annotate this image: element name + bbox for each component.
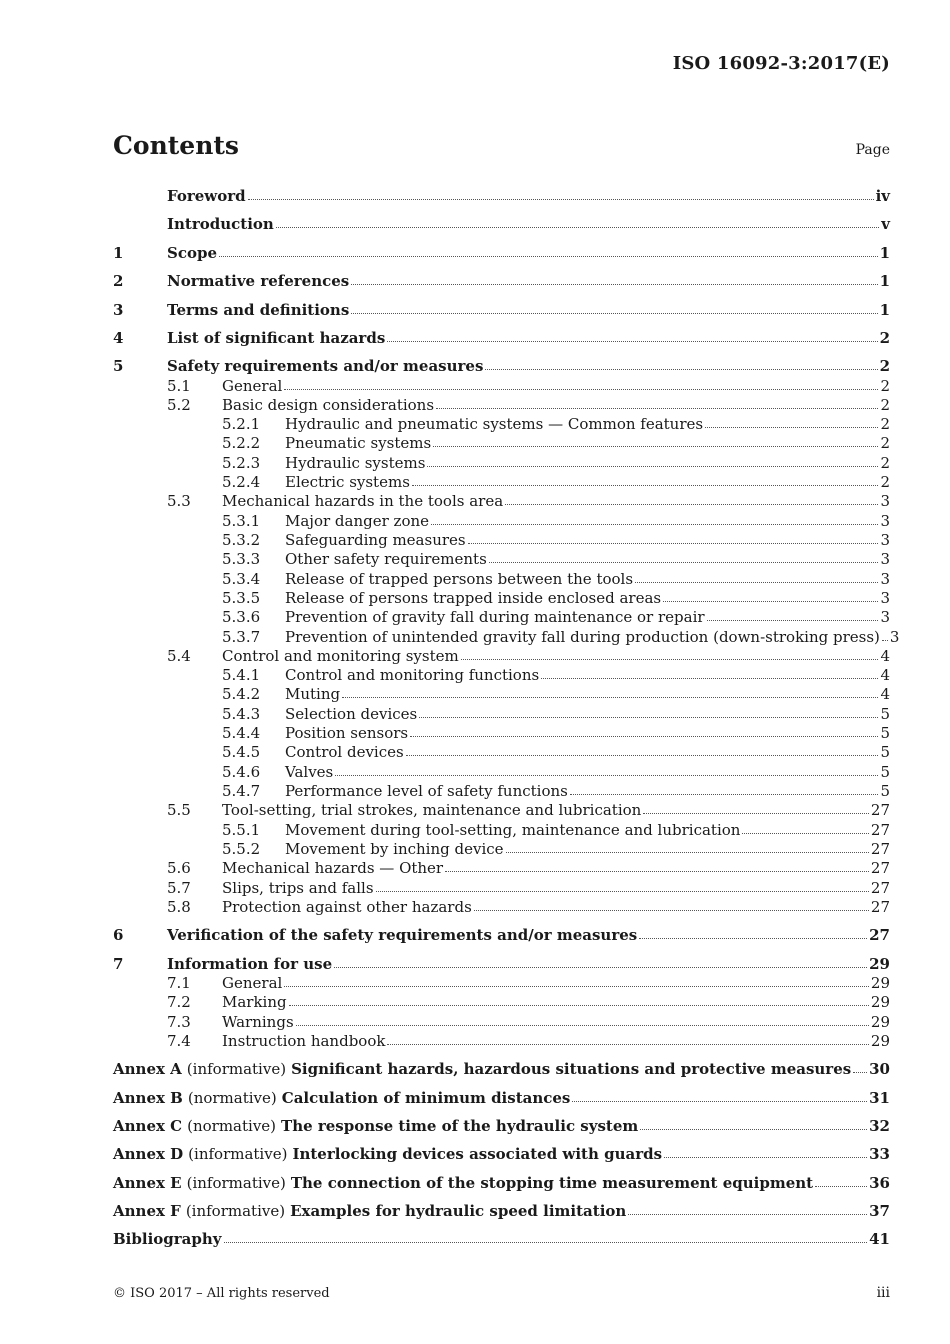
toc-entry[interactable] xyxy=(222,570,890,589)
page-number: iii xyxy=(876,1285,890,1301)
toc-entry-title: Slips, trips and falls xyxy=(222,879,374,897)
toc-entry[interactable] xyxy=(167,492,890,511)
toc-entry-number: 5 xyxy=(113,357,124,375)
annex-title: The response time of the hydraulic system xyxy=(281,1117,639,1135)
toc-entry-number: 7.1 xyxy=(167,974,191,992)
toc-entry-title: Selection devices xyxy=(285,705,418,723)
toc-entry-title: Pneumatic systems xyxy=(285,434,432,452)
toc-entry-number: 5.4.1 xyxy=(222,666,261,684)
toc-entry[interactable] xyxy=(167,1032,890,1051)
toc-entry-title: List of significant hazards xyxy=(167,329,386,347)
toc-entry-page: 1 xyxy=(879,301,890,319)
dot-leader xyxy=(224,1241,868,1243)
toc-entry-number: 5.4.5 xyxy=(222,743,261,761)
bibliography-entry[interactable] xyxy=(113,1230,890,1249)
toc-entry-number: 5.3.6 xyxy=(222,608,261,626)
toc-entry-number: 5.4.6 xyxy=(222,763,261,781)
toc-entry-title: Verification of the safety requirements and/or measures xyxy=(167,926,638,944)
dot-leader xyxy=(433,445,878,447)
toc-entry[interactable] xyxy=(167,377,890,396)
annex-label: Annex A xyxy=(113,1060,182,1078)
toc-entry-page: 5 xyxy=(880,724,890,742)
toc-entry-title: Control and monitoring functions xyxy=(285,666,540,684)
copyright-notice: © ISO 2017 – All rights reserved xyxy=(113,1286,330,1301)
dot-leader xyxy=(882,639,888,641)
toc-entry-title: Basic design considerations xyxy=(222,396,435,414)
toc-entry[interactable] xyxy=(222,821,890,840)
toc-entry-number: 5.4.2 xyxy=(222,685,261,703)
toc-entry-title: Other safety requirements xyxy=(285,550,487,568)
toc-entry-title: Performance level of safety functions xyxy=(285,782,568,800)
dot-leader xyxy=(705,426,878,428)
toc-entry-page: 5 xyxy=(880,763,890,781)
toc-entry-number: 2 xyxy=(113,272,124,290)
toc-entry-number: 5.3.4 xyxy=(222,570,261,588)
toc-entry[interactable] xyxy=(222,589,890,608)
dot-leader xyxy=(815,1185,867,1187)
toc-entry-page: 2 xyxy=(880,377,890,395)
toc-entry-number: 3 xyxy=(113,301,124,319)
dot-leader xyxy=(427,465,878,467)
toc-entry[interactable] xyxy=(113,926,890,945)
annex-label: Annex E xyxy=(113,1174,182,1192)
toc-entry-title: General xyxy=(222,974,283,992)
annex-status: (informative) xyxy=(188,1145,288,1163)
dot-leader xyxy=(376,890,869,892)
annex-status: (informative) xyxy=(186,1174,286,1192)
toc-entry-page: 1 xyxy=(879,272,890,290)
toc-entry[interactable] xyxy=(222,763,890,782)
dot-leader xyxy=(664,1156,867,1158)
annex-status: (normative) xyxy=(187,1117,277,1135)
toc-entry-title: Tool-setting, trial strokes, maintenance and lubrication xyxy=(222,801,642,819)
toc-entry-number: 5.2.1 xyxy=(222,415,261,433)
toc-entry[interactable] xyxy=(113,215,890,234)
toc-entry-page: 27 xyxy=(870,898,890,916)
document-id: ISO 16092-3:2017(E) xyxy=(672,53,890,74)
toc-entry-title: Mechanical hazards — Other xyxy=(222,859,444,877)
dot-leader xyxy=(628,1213,867,1215)
dot-leader xyxy=(412,484,879,486)
toc-entry-title: Marking xyxy=(222,993,287,1011)
toc-entry-number: 5.7 xyxy=(167,879,191,897)
toc-entry-page: 3 xyxy=(880,531,890,549)
annex-title: Interlocking devices associated with guards xyxy=(292,1145,663,1163)
toc-entry[interactable] xyxy=(222,415,890,434)
toc-entry[interactable] xyxy=(222,743,890,762)
dot-leader xyxy=(342,696,878,698)
toc-entry-title: Muting xyxy=(285,685,341,703)
dot-leader xyxy=(643,812,869,814)
toc-entry-number: 5.3.2 xyxy=(222,531,261,549)
toc-entry[interactable] xyxy=(167,993,890,1012)
dot-leader xyxy=(248,198,874,200)
toc-entry[interactable] xyxy=(222,782,890,801)
annex-status: (informative) xyxy=(186,1060,287,1078)
toc-entry-number: 5.5 xyxy=(167,801,191,819)
toc-entry-title: Movement during tool-setting, maintenance and lubrication xyxy=(285,821,741,839)
dot-leader xyxy=(289,1004,869,1006)
toc-entry[interactable] xyxy=(113,955,890,974)
toc-entry-number: 5.2 xyxy=(167,396,191,414)
toc-entry-title: Major danger zone xyxy=(285,512,430,530)
toc-entry-number: 5.3.5 xyxy=(222,589,261,607)
dot-leader xyxy=(334,966,867,968)
toc-entry[interactable] xyxy=(222,550,890,569)
dot-leader xyxy=(663,600,878,602)
dot-leader xyxy=(387,340,877,342)
toc-entry-number: 5.2.4 xyxy=(222,473,261,491)
dot-leader xyxy=(219,255,878,257)
dot-leader xyxy=(436,407,878,409)
annex-label: Annex C xyxy=(113,1117,183,1135)
toc-entry-number: 5.4.3 xyxy=(222,705,261,723)
toc-entry[interactable] xyxy=(222,608,890,627)
dot-leader xyxy=(485,368,877,370)
toc-entry-page: 4 xyxy=(880,685,890,703)
dot-leader xyxy=(707,619,879,621)
annex-title: Calculation of minimum distances xyxy=(281,1089,571,1107)
annex-entry[interactable] xyxy=(113,1060,890,1079)
toc-entry-number: 4 xyxy=(113,329,124,347)
toc-entry-page: 3 xyxy=(880,492,890,510)
toc-entry-title: Prevention of unintended gravity fall during production (down-stroking press) xyxy=(285,628,880,646)
toc-entry-page: 27 xyxy=(869,926,890,944)
toc-entry-page: 2 xyxy=(880,473,890,491)
toc-entry-page: 27 xyxy=(870,879,890,897)
toc-entry-page: 5 xyxy=(880,705,890,723)
toc-entry-page: 29 xyxy=(870,974,890,992)
toc-entry[interactable] xyxy=(167,396,890,415)
toc-entry-page: 3 xyxy=(889,628,900,646)
annex-title: The connection of the stopping time measurement equipment xyxy=(290,1174,814,1192)
toc-entry-title: Safeguarding measures xyxy=(285,531,466,549)
annex-page: 37 xyxy=(869,1202,890,1220)
toc-entry-number: 7.4 xyxy=(167,1032,191,1050)
annex-entry[interactable] xyxy=(113,1089,890,1108)
dot-leader xyxy=(640,1128,867,1130)
toc-entry-number: 5.5.2 xyxy=(222,840,261,858)
toc-entry-page: 5 xyxy=(880,782,890,800)
toc-entry[interactable] xyxy=(113,357,890,376)
annex-label: Annex D xyxy=(113,1145,184,1163)
annex-page: 33 xyxy=(869,1145,890,1163)
toc-entry-number: 5.3.1 xyxy=(222,512,261,530)
toc-entry[interactable] xyxy=(222,512,890,531)
dot-leader xyxy=(853,1071,867,1073)
toc-entry-number: 5.4.4 xyxy=(222,724,261,742)
dot-leader xyxy=(410,735,878,737)
toc-entry[interactable] xyxy=(167,974,890,993)
toc-entry[interactable] xyxy=(167,1013,890,1032)
toc-entry-title: Safety requirements and/or measures xyxy=(167,357,484,375)
toc-entry[interactable] xyxy=(113,244,890,263)
page-column-label: Page xyxy=(855,142,890,158)
toc-entry-number: 7.2 xyxy=(167,993,191,1011)
annex-page: 32 xyxy=(869,1117,890,1135)
toc-entry[interactable] xyxy=(222,666,890,685)
toc-entry-title: Terms and definitions xyxy=(167,301,350,319)
toc-entry[interactable] xyxy=(222,434,890,453)
toc-entry-page: 29 xyxy=(870,1032,890,1050)
toc-entry-number: 5.4 xyxy=(167,647,191,665)
dot-leader xyxy=(445,870,869,872)
dot-leader xyxy=(296,1024,869,1026)
toc-entry-number: 7 xyxy=(113,955,124,973)
toc-entry-title: Warnings xyxy=(222,1013,294,1031)
toc-entry-title: Position sensors xyxy=(285,724,409,742)
toc-entry-number: 5.4.7 xyxy=(222,782,261,800)
toc-entry-title: Movement by inching device xyxy=(285,840,504,858)
page-title: Contents xyxy=(113,131,240,160)
toc-entry-page: 3 xyxy=(880,550,890,568)
toc-entry-page: iv xyxy=(875,187,890,205)
toc-entry-page: v xyxy=(881,215,890,233)
toc-entry[interactable] xyxy=(167,647,890,666)
dot-leader xyxy=(570,793,879,795)
toc-entry[interactable] xyxy=(113,301,890,320)
toc-entry-number: 5.3 xyxy=(167,492,191,510)
dot-leader xyxy=(276,226,879,228)
annex-title: Examples for hydraulic speed limitation xyxy=(290,1202,627,1220)
toc-entry[interactable] xyxy=(167,801,890,820)
toc-entry-page: 2 xyxy=(880,415,890,433)
toc-entry-number: 5.1 xyxy=(167,377,191,395)
dot-leader xyxy=(284,388,878,390)
toc-entry-title: Introduction xyxy=(167,215,274,233)
toc-entry-page: 2 xyxy=(879,329,890,347)
toc-entry-page: 27 xyxy=(870,821,890,839)
annex-title: Significant hazards, hazardous situations and protective measures xyxy=(291,1060,852,1078)
toc-entry-title: Hydraulic and pneumatic systems — Common features xyxy=(285,415,704,433)
toc-entry-page: 3 xyxy=(880,608,890,626)
dot-leader xyxy=(742,832,868,834)
toc-entry-number: 6 xyxy=(113,926,124,944)
toc-entry-number: 5.2.3 xyxy=(222,454,261,472)
toc-entry[interactable] xyxy=(222,840,890,859)
toc-entry-title: Prevention of gravity fall during maintenance or repair xyxy=(285,608,705,626)
annex-page: 30 xyxy=(869,1060,890,1078)
toc-entry[interactable] xyxy=(167,898,890,917)
toc-entry[interactable] xyxy=(222,705,890,724)
toc-entry-number: 5.6 xyxy=(167,859,191,877)
toc-entry-title: General xyxy=(222,377,283,395)
toc-entry[interactable] xyxy=(167,879,890,898)
dot-leader xyxy=(351,312,877,314)
dot-leader xyxy=(284,985,869,987)
dot-leader xyxy=(431,523,878,525)
annex-page: 36 xyxy=(869,1174,890,1192)
toc-entry-page: 5 xyxy=(880,743,890,761)
toc-entry[interactable] xyxy=(113,187,890,206)
toc-entry-page: 3 xyxy=(880,589,890,607)
toc-entry[interactable] xyxy=(113,272,890,291)
toc-entry[interactable] xyxy=(222,724,890,743)
toc-entry-title: Foreword xyxy=(167,187,246,205)
toc-entry-title: Instruction handbook xyxy=(222,1032,386,1050)
annex-entry[interactable] xyxy=(113,1202,890,1221)
toc-entry-page: 29 xyxy=(870,993,890,1011)
bibliography-title: Bibliography xyxy=(113,1230,222,1248)
dot-leader xyxy=(541,677,878,679)
toc-entry-title: Information for use xyxy=(167,955,333,973)
toc-entry-title: Normative references xyxy=(167,272,350,290)
annex-entry[interactable] xyxy=(113,1145,890,1164)
dot-leader xyxy=(468,542,879,544)
toc-entry-title: Control and monitoring system xyxy=(222,647,459,665)
dot-leader xyxy=(489,561,879,563)
dot-leader xyxy=(461,658,879,660)
toc-entry-page: 27 xyxy=(870,840,890,858)
toc-entry-title: Valves xyxy=(285,763,334,781)
dot-leader xyxy=(635,581,878,583)
toc-entry-number: 5.3.3 xyxy=(222,550,261,568)
toc-entry[interactable] xyxy=(222,685,890,704)
toc-entry-page: 4 xyxy=(880,666,890,684)
toc-entry-number: 5.2.2 xyxy=(222,434,261,452)
dot-leader xyxy=(406,754,879,756)
toc-entry-page: 27 xyxy=(870,801,890,819)
bibliography-page: 41 xyxy=(869,1230,890,1248)
toc-entry-number: 7.3 xyxy=(167,1013,191,1031)
annex-label: Annex B xyxy=(113,1089,183,1107)
toc-entry-page: 2 xyxy=(880,434,890,452)
toc-entry-page: 27 xyxy=(870,859,890,877)
toc-entry-title: Release of trapped persons between the tools xyxy=(285,570,634,588)
dot-leader xyxy=(335,774,878,776)
toc-entry-title: Scope xyxy=(167,244,218,262)
toc-entry[interactable] xyxy=(113,329,890,348)
dot-leader xyxy=(474,909,869,911)
dot-leader xyxy=(387,1043,868,1045)
toc-entry[interactable] xyxy=(222,473,890,492)
toc-entry-page: 3 xyxy=(880,512,890,530)
toc-entry-page: 29 xyxy=(870,1013,890,1031)
toc-entry-title: Hydraulic systems xyxy=(285,454,426,472)
toc-entry-title: Protection against other hazards xyxy=(222,898,472,916)
dot-leader xyxy=(351,283,877,285)
toc-entry-number: 5.3.7 xyxy=(222,628,261,646)
dot-leader xyxy=(419,716,878,718)
toc-entry-page: 4 xyxy=(880,647,890,665)
toc-entry[interactable] xyxy=(167,859,890,878)
annex-status: (normative) xyxy=(187,1089,277,1107)
annex-page: 31 xyxy=(869,1089,890,1107)
annex-label: Annex F xyxy=(113,1202,181,1220)
toc-entry-title: Control devices xyxy=(285,743,404,761)
dot-leader xyxy=(572,1100,867,1102)
dot-leader xyxy=(506,851,869,853)
toc-entry-title: Electric systems xyxy=(285,473,410,491)
dot-leader xyxy=(505,503,878,505)
toc-entry[interactable] xyxy=(222,454,890,473)
toc-entry-title: Release of persons trapped inside enclosed areas xyxy=(285,589,662,607)
toc-entry-number: 5.8 xyxy=(167,898,191,916)
toc-entry-title: Mechanical hazards in the tools area xyxy=(222,492,504,510)
toc-entry-page: 2 xyxy=(880,396,890,414)
toc-entry[interactable] xyxy=(222,531,890,550)
toc-entry-number: 5.5.1 xyxy=(222,821,261,839)
toc-entry-page: 2 xyxy=(879,357,890,375)
toc-entry[interactable] xyxy=(222,628,900,647)
annex-status: (informative) xyxy=(185,1202,286,1220)
toc-entry-page: 29 xyxy=(869,955,890,973)
toc-entry-page: 1 xyxy=(879,244,890,262)
toc-entry-number: 1 xyxy=(113,244,124,262)
toc-entry-page: 3 xyxy=(880,570,890,588)
annex-entry[interactable] xyxy=(113,1174,890,1193)
toc-entry-page: 2 xyxy=(880,454,890,472)
annex-entry[interactable] xyxy=(113,1117,890,1136)
dot-leader xyxy=(639,937,867,939)
